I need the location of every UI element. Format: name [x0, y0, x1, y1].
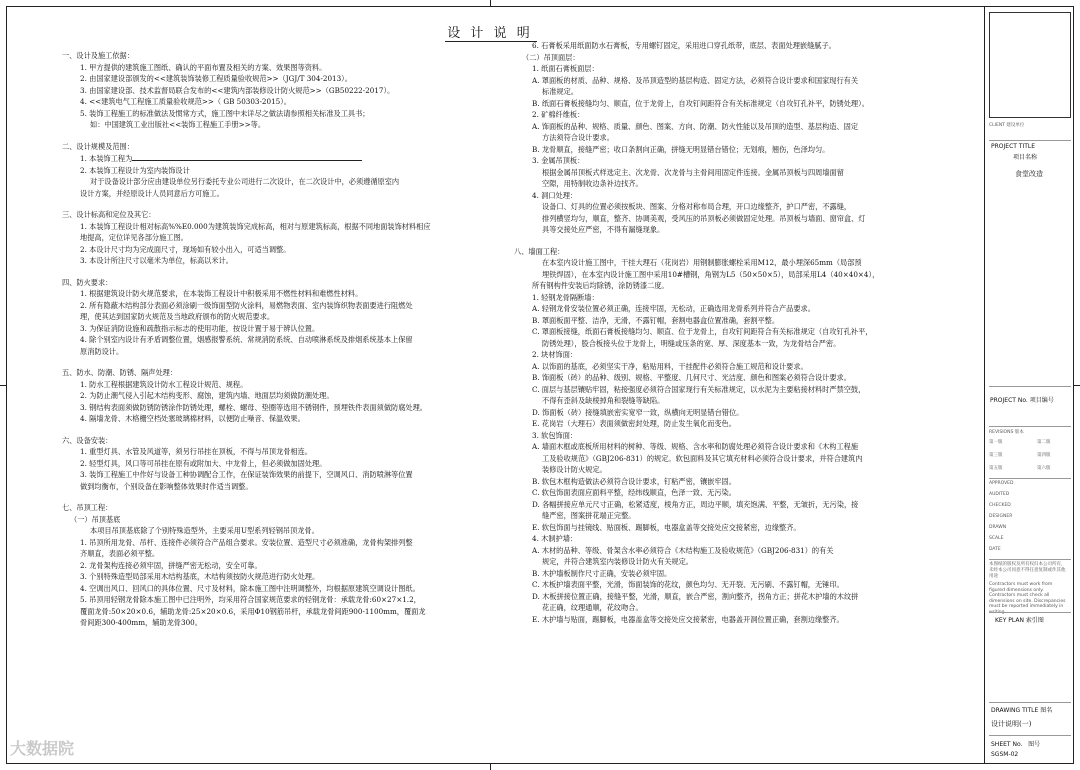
copyright-note-cn: 本图纸的版权及所有权归本公司所有，未经本公司同意不得任意复制或作其他用途 — [989, 562, 1066, 579]
text-line: C. 木板护墙表面平整，光滑，饰面装饰的花纹，颜色均匀、无开裂、无污刷、不露钉帽，无锤印。 — [532, 580, 844, 589]
document-title: 设 计 说 明 — [447, 26, 533, 41]
text-line: B. 饰面板（砖）的品种、级别、规格、平整度、几何尺寸、光洁度、颜色和图案必须符合设计要求。 — [532, 373, 851, 382]
text-line: C. 面层与基层镶贴牢固，粘接强度必须符合国家现行有关标准规定，以水泥为主要粘接材料时严禁空鼓， — [532, 384, 866, 394]
text-line: 2. 所有隐蔽木结构部分表面必须涂刷一级饰面型防火涂料，易燃物表面、室内装饰织物表面要进行阻燃处 — [80, 300, 413, 310]
divider — [989, 386, 1071, 387]
project-no-cn: 项目编号 — [1029, 397, 1054, 404]
rev-6: 第六版 — [1037, 466, 1051, 471]
revisions-label: REVISIONS 版本 — [989, 430, 1024, 435]
rev-3: 第三版 — [989, 453, 1003, 458]
drawing-title-label: DRAWING TITLE 图名 — [991, 707, 1053, 714]
section-heading: 一、设计及施工依据： — [62, 51, 134, 60]
title-block — [984, 6, 1074, 764]
sheet-no: SGSM-02 — [991, 751, 1019, 758]
tick-bottom-center — [490, 764, 491, 770]
project-no-en: PROJECT No. — [990, 397, 1028, 404]
project-name: 食堂改造 — [1015, 170, 1043, 178]
drawing-title: 设计说明(一) — [991, 720, 1032, 728]
text-line: 不得有歪斜及缺棱掉角和裂缝等缺陷。 — [542, 396, 665, 405]
divider — [989, 702, 1071, 703]
text-line: E. 木护墙与贴面，踢脚板，电器盖盒等交接处应交接紧密，电器盖开洞位置正确，套割边缘整齐。 — [532, 614, 844, 624]
date-label: DATE — [989, 547, 1001, 552]
section-heading: 四、防火要求： — [62, 277, 113, 287]
project-name-label: 项目名称 — [1013, 154, 1038, 161]
text-line: E. 软包饰面与挂镜线、贴面板、踢脚板，电器盒盖等交接处应交接紧密，边缘整齐。 — [532, 522, 801, 532]
text-line: 6. 石膏板采用纸面防水石膏板，专用螺钉固定，采用进口穿孔纸带，底层、表面处理嵌缝腻子。 — [532, 41, 836, 50]
text-line: 具等交接处应严密，不得有漏缝现象。 — [542, 225, 665, 234]
watermark-logo: 大数据院 — [10, 739, 75, 758]
section-heading: 七、吊顶工程： — [62, 503, 113, 512]
text-line: 1. 吊顶所用龙骨、吊杆、连接件必须符合产品组合要求。安装位置、造型尺寸必须准确，龙骨构架排列整 — [80, 537, 413, 547]
tick-right-middle — [1074, 385, 1080, 386]
text-line: 2. 本设计尺寸均为完成面尺寸，现场如有较小出入，可适当调整。 — [80, 244, 291, 254]
text-line: 齐顺直，表面必须平整。 — [80, 549, 160, 558]
text-line: E. 花岗岩（大理石）表面须做密封处理，防止发生氧化而变色。 — [532, 419, 736, 428]
text-line: 2. 由国家建设部颁发的<<建筑装饰装修工程质量验收规范>>（JGJ/T 304-2013）。 — [80, 74, 352, 83]
text-line: 3. 为保证消防设施和疏散指示标志的使用功能，按设计置于易于辨认位置。 — [80, 323, 320, 333]
text-line: 2. 矿棉纤维板： — [532, 110, 585, 119]
tick-left-middle — [0, 385, 6, 386]
text-line: 做到均衡布，个别设备在影响整体效果时作适当调整。 — [80, 481, 253, 491]
client-box — [989, 12, 1071, 118]
text-line: 4. 隔墙龙骨、木格栅空档处塞玻璃棉材料，以便防止噪音、保温效果。 — [80, 414, 305, 423]
text-line: 装修设计防火规定。 — [542, 465, 607, 474]
section-heading: 五、防水、防潮、防锈、隔声处理： — [62, 368, 178, 377]
contractor-note-en: Contractors must work from figured dimensions only. Contractors must check all dimensions on site. Discrepancies must be reported immediately in writing. — [989, 582, 1066, 615]
divider — [989, 735, 1071, 736]
text-line: 如：中国建筑工业出版社<<装饰工程施工手册>>等。 — [90, 120, 266, 129]
text-line: 缝严密，图案拼花端正完整。 — [542, 511, 636, 520]
divider — [989, 612, 1071, 613]
text-line: 5. 吊顶用轻钢龙骨除本施工图中已注明外，均采用符合国家规范要求的轻钢龙骨：承载龙骨:60×27×1.2， — [80, 595, 421, 604]
text-line: 3. 金属吊顶板： — [532, 156, 585, 165]
text-line: A. 以饰面的基底，必须坚实干净，粘贴用料，干挂配件必须符合施工规范和设计要求。 — [532, 361, 808, 371]
scale-label: SCALE — [989, 536, 1004, 541]
text-line: 3. 软包饰面： — [532, 430, 578, 440]
text-line: 2. 块材饰面： — [532, 350, 578, 359]
text-line: A. 饰面板的品种、规格、质量、颜色、图案、方向、防潮、防火性能以及吊顶的造型、基层构造、固定 — [532, 121, 859, 131]
section-heading: 六、设备安装： — [62, 435, 113, 445]
text-line: C. 软包饰面表面应面料平整，经纬线顺直，色泽一致、无污染。 — [532, 488, 736, 497]
text-line: B. 龙骨顺直，接缝严密；收口条割向正确，拼缝无明显错台错位；无划痕，翘伤，色泽均匀。 — [532, 144, 830, 154]
sheet-no-en: SHEET No. — [991, 741, 1023, 748]
text-line: 1. 防水工程根据建筑设计防水工程设计规范、规程。 — [80, 379, 248, 389]
text-line: 防锈处理），股合板接头位于龙骨上，明缝或压条的宽、厚、深度基本一致，为龙骨结合严密。 — [542, 338, 841, 348]
text-line: 根据金属吊顶板式样选定主、次龙骨、次龙骨与主骨间用固定件连接。金属吊顶板与四周墙面留 — [542, 167, 844, 177]
text-line: 3. 本设计所注尺寸以毫米为单位，标高以米计。 — [80, 256, 233, 265]
text-line: 本项目吊顶基底除了个别特殊造型外，主要采用U型系列轻钢吊顶龙骨。 — [90, 526, 319, 535]
text-line: 所有钢构件安装后均除锈，涂防锈漆二度。 — [532, 281, 669, 290]
text-line: 3. 由国家建设部、技术监督局联合发布的<<建筑内部装修设计防火规范>>（GB50222-2017）。 — [80, 85, 395, 95]
approved-label: APPROVED — [989, 481, 1014, 486]
rev-4: 第四版 — [1037, 453, 1051, 458]
section-heading: 八、墙面工程： — [514, 246, 565, 256]
client-label: CLIENT 建设单位 — [989, 123, 1025, 128]
text-line: 4. 洞口处理： — [532, 190, 578, 200]
text-line: 规定，并符合建筑室内装修设计防火有关规定。 — [542, 557, 693, 566]
text-line: A. 罩面板的材质、品种、规格、及吊顶造型的基层构造、固定方法，必须符合设计要求和国家现行有关 — [532, 75, 859, 85]
right-text-column — [514, 40, 976, 625]
text-line: B. 纸面石膏板接缝均匀、顺直，位于龙骨上，自攻钉间距符合有关标准规定（自攻钉孔补平，防锈处理）。 — [532, 98, 869, 108]
text-line: 工及验收规范》（GBJ206-831）的规定。软包面料及其它填充材料必须符合设计要求，并符合建筑内 — [542, 453, 863, 463]
text-line: 方法须符合设计要求。 — [542, 133, 614, 142]
text-line: 覆面龙骨:50×20×0.6，辅助龙骨:25×20×0.6，采用Φ10钢筋吊杆，承载龙骨间距900-1100mm，覆面龙 — [80, 606, 426, 616]
text-line: 4. 空调出风口、回风口的具体位置、尺寸及材料，除本施工图中注明调整外，均根据原建筑空调设计图纸。 — [80, 583, 420, 593]
text-line: D. 木板拼接位置正确，接缝平整，光滑，顺直，嵌合严密，割向整齐，拐角方正；拼花木护墙的木纹拼 — [532, 591, 859, 601]
sheet-no-label — [991, 739, 1040, 748]
text-line: 理，使其达到国家防火规范及当地政府颁布的防火规范要求。 — [80, 312, 275, 321]
text-line: 原消防设计。 — [80, 346, 124, 356]
text-line: 2. 龙骨架构连接必须牢固，拼缝严密无松动，安全可靠。 — [80, 560, 262, 570]
text-line: A. 轻钢龙骨安装位置必须正确，连接牢固，无松动，正确选用龙骨系列并符合产品要求。 — [532, 304, 815, 313]
text-line: B. 罩面板面平整、洁净，无滑，不露钉帽，套割电器盒位置准确，套割平整。 — [532, 315, 780, 325]
text-line: B. 木护墙板制作尺寸正确，安装必须牢固。 — [532, 568, 672, 578]
text-line: 空隙，用特制收边条补边找齐。 — [542, 179, 643, 188]
rev-1: 第一版 — [989, 440, 1003, 445]
divider — [989, 426, 1071, 427]
drawn-label: DRAWN — [989, 525, 1007, 530]
text-line: 标准规定。 — [542, 87, 578, 96]
text-line: 埋铁焊固），在本室内设计施工图中采用10#槽钢，角钢为L5（50×50×5），局部采用L4（40×40×4）， — [542, 269, 880, 279]
left-text-column — [62, 50, 482, 629]
text-line: 3. 钢结构表面须做防锈防锈涂作防锈处理，螺栓、螺母、垫圈等选用不锈钢件，预埋铁件表面须做防腐处理。 — [80, 402, 427, 412]
text-line: 1. 本装饰工程为 — [62, 152, 482, 165]
text-line: 2. 本装饰工程设计为室内装饰设计 — [80, 165, 190, 175]
rev-2: 第二版 — [1037, 440, 1051, 445]
blank-underline — [132, 152, 362, 161]
text-line: 1. 轻钢龙骨隔断墙： — [532, 292, 599, 302]
text-line: D. 各幅拼接应单元尺寸正确，松紧适度，棱角方正，周边平顺，填充饱满、平整，无皱折，无污染，接 — [532, 499, 859, 509]
text-line: A. 墙面木框或底板所用材料的树种、等级、规格、含水率和防腐处理必须符合设计要求和《木构工程施 — [532, 442, 859, 451]
text-line: C. 罩面板接缝，纸面石膏板接缝均匀、顺直、位于龙骨上，自攻钉间距符合有关标准规定（自攻钉孔补平， — [532, 327, 873, 336]
text-line: 1. 甲方提供的建筑施工图纸、确认的平面布置及相关的方案、效果图等资料。 — [80, 62, 327, 72]
text-line: 1. 根据建筑设计防火规范要求，在本装饰工程设计中积极采用不燃性材料和难燃性材料。 — [80, 289, 363, 298]
text-line: 排列横竖均匀，顺直，整齐、协调美观，受风压的吊顶板必须做固定处理。吊顶板与墙面、窗帘盒、灯 — [542, 213, 866, 223]
text-line: 4. 木制护墙： — [532, 534, 578, 543]
audited-label: AUDITED — [989, 492, 1010, 497]
text-line: 2. 轻型灯具，风口等可吊挂在原有或附加大、中龙骨上，但必须做加固处理。 — [80, 458, 327, 468]
divider — [989, 478, 1071, 479]
section-heading: 三、设计标高和定位及其它： — [62, 210, 156, 219]
text-line: 5. 装饰工程施工的标准做法及惯常方式，施工图中未详尽之做法请参照相关标准及工具书； — [80, 108, 370, 118]
text-line: 1. 本装饰工程设计相对标高%%E0.000为建筑装饰完成标高，相对与原建筑标高，根据不同地面装饰材料相应 — [80, 221, 431, 231]
text-line: 4. 除个别室内设计有矛盾调整位置，烟感报警系统、常规消防系统、自动喷淋系统及排烟系统基本上保留 — [80, 335, 413, 344]
checked-label: CHECKED — [989, 503, 1011, 508]
text-line: 对于设备设计部分应由建设单位另行委托专业公司进行二次设计，在二次设计中，必须遵循原室内 — [90, 177, 400, 186]
tick-top-center — [490, 0, 491, 6]
section-heading: 二、设计规模及范围： — [62, 141, 134, 151]
key-plan-label: KEY PLAN 索引图 — [995, 617, 1044, 624]
text-line: 设计方案，并经原设计人员同意后方可施工。 — [80, 188, 224, 198]
text-line: 1. 重型灯具、水管及风道等，须另行吊挂在顶板，不得与吊顶龙骨相连。 — [80, 447, 312, 456]
text-line: A. 木材的品种、等级、骨架含水率必须符合《木结构施工及验收规范》（GBJ206-831）的有关 — [532, 545, 834, 555]
text-line: 3. 装饰工程施工中作好与设备工种协调配合工作，在保证装饰效果的前提下，空调风口、消防喷淋等位置 — [80, 470, 413, 479]
divider — [989, 140, 1071, 141]
text-line: B. 软包木框构造做法必须符合设计要求，钉粘严密，镶嵌牢固。 — [532, 476, 736, 486]
text-line: 4. <<建筑电气工程施工质量验收规范>>（ GB 50303-2015）。 — [80, 97, 291, 106]
text-line: D. 饰面板（砖）接缝填嵌密实宽窄一致，纵横向无明显错台错位。 — [532, 407, 744, 417]
text-line: （二）吊顶面层： — [522, 52, 580, 62]
designer-label: DESIGNER — [989, 514, 1013, 519]
text-line: 3. 个别特殊造型局部采用木结构基底，木结构须按防火规范进行防火处理。 — [80, 572, 320, 581]
rev-5: 第五版 — [989, 466, 1003, 471]
text-line: 地提高，定位详见各部分施工图。 — [80, 233, 188, 242]
project-no-label — [990, 395, 1054, 404]
text-line: 2. 为防止潮气侵入引起木结构变形、腐蚀，建筑内墙、地面层均须做防潮处理。 — [80, 391, 334, 400]
text-line: 花正确，纹理通顺，花纹吻合。 — [542, 603, 643, 612]
text-line: 1. 纸面石膏板面层： — [532, 64, 599, 73]
sheet-no-cn: 图号 — [1028, 741, 1041, 748]
project-title-label: PROJECT TITLE — [991, 143, 1036, 150]
text-line: 在本室内设计施工图中，干挂大理石（花岗岩）用钢制膨胀螺栓采用M12，最小埋深65mm（局部预 — [542, 258, 862, 267]
text-line: 设备口、灯具的位置必须按板块、图案、分格对称布局合理，开口边缘整齐，护口严密，不露缝， — [542, 202, 852, 211]
text-line: （一）吊顶基底 — [70, 514, 121, 524]
divider — [989, 559, 1071, 560]
text-line: 骨间距300-400mm，辅助龙骨300。 — [80, 618, 202, 627]
